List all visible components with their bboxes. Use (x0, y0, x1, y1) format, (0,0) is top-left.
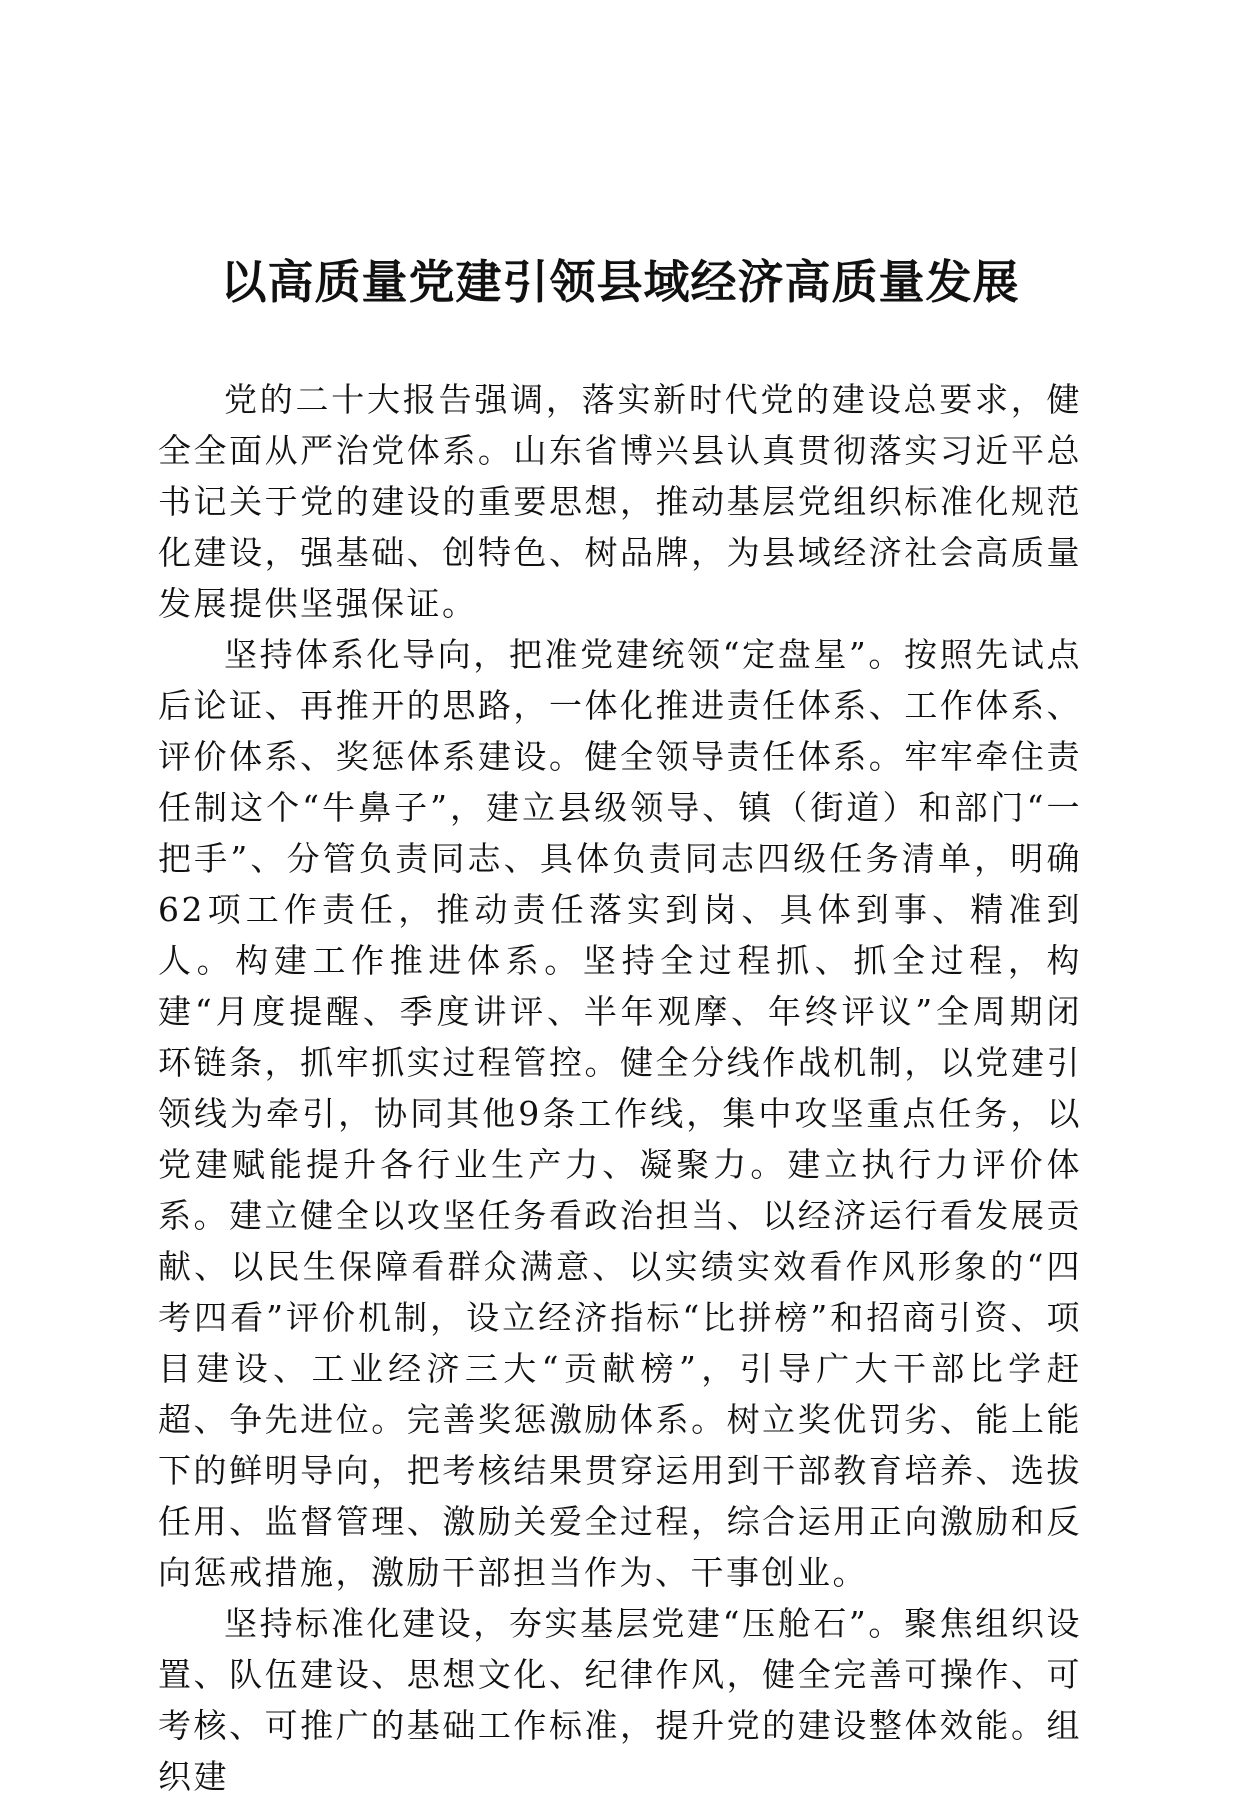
document-title: 以高质量党建引领县域经济高质量发展 (220, 255, 1020, 309)
paragraph-intro: 党的二十大报告强调，落实新时代党的建设总要求，健全全面从严治党体系。山东省博兴县认真贯彻落实习近平总书记关于党的建设的重要思想，推动基层党组织标准化规范化建设，强基础、创特色、树品牌，为县域经济社会高质量发展提供坚强保证。 (158, 380, 1082, 623)
paragraph-system-orientation: 坚持体系化导向，把准党建统领“定盘星”。按照先试点后论证、再推开的思路，一体化推进责任体系、工作体系、评价体系、奖惩体系建设。健全领导责任体系。牢牢牵住责任制这个“牛鼻子”，建立县级领导、镇（街道）和部门“一把手”、分管负责同志、具体负责同志四级任务清单，明确62项工作责任，推动责任落实到岗、具体到事、精准到人。构建工作推进体系。坚持全过程抓、抓全过程，构建“月度提醒、季度讲评、半年观摩、年终评议”全周期闭环链条，抓牢抓实过程管控。健全分线作战机制，以党建引领线为牵引，协同其他9条工作线，集中攻坚重点任务，以党建赋能提升各行业生产力、凝聚力。建立执行力评价体系。建立健全以攻坚任务看政治担当、以经济运行看发展贡献、以民生保障看群众满意、以实绩实效看作风形象的“四考四看”评价机制，设立经济指标“比拼榜”和招商引资、项目建设、工业经济三大“贡献榜”，引导广大干部比学赶超、争先进位。完善奖惩激励体系。树立奖优罚劣、能上能下的鲜明导向，把考核结果贯穿运用到干部教育培养、选拔任用、监督管理、激励关爱全过程，综合运用正向激励和反向惩戒措施，激励干部担当作为、干事创业。 (158, 635, 1082, 1592)
paragraph-standardization: 坚持标准化建设，夯实基层党建“压舱石”。聚焦组织设置、队伍建设、思想文化、纪律作风，健全完善可操作、可考核、可推广的基础工作标准，提升党的建设整体效能。组织建 (158, 1604, 1082, 1796)
document-body (158, 374, 1082, 1802)
